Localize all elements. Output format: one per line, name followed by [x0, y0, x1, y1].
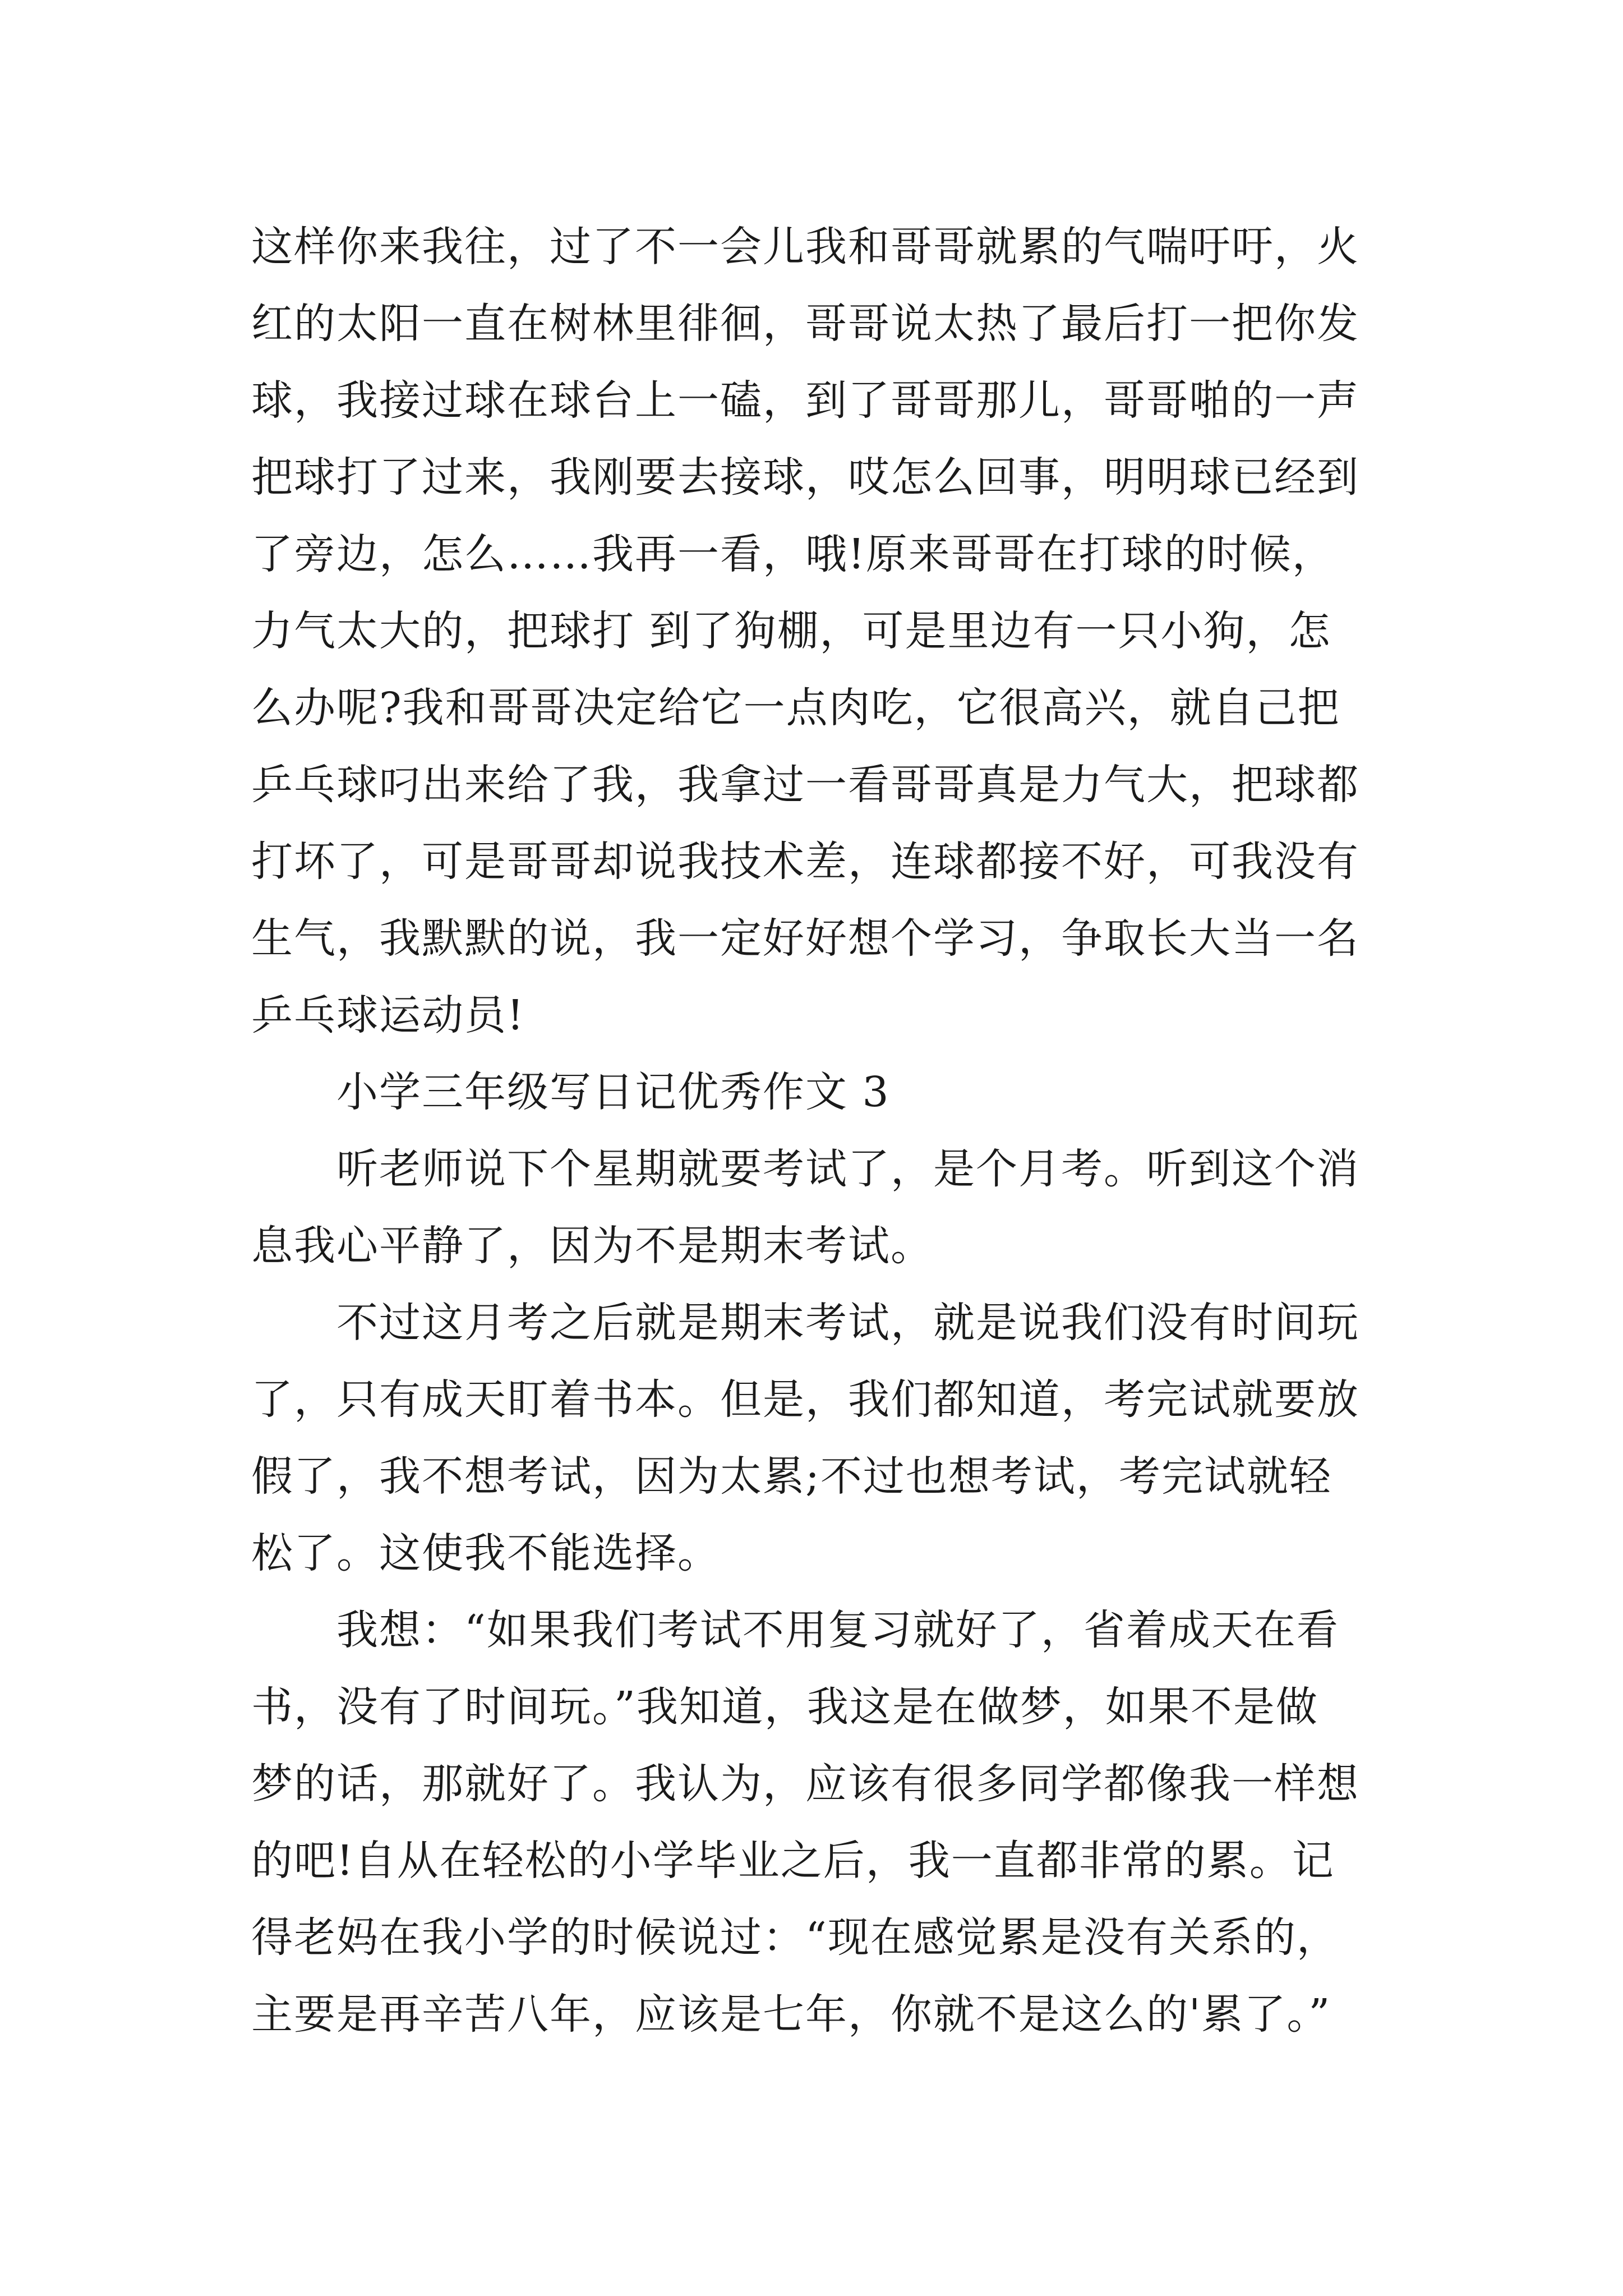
paragraph-start-line: 我想：“如果我们考试不用复习就好了，省着成天在看: [336, 1606, 1339, 1654]
text-line: 乒乓球运动员!: [251, 991, 525, 1039]
text-line: 么办呢?我和哥哥决定给它一点肉吃，它很高兴，就自己把: [251, 684, 1340, 732]
text-line: 松了。这使我不能选择。: [251, 1529, 720, 1577]
paragraph-start-line: 听老师说下个星期就要考试了，是个月考。听到这个消: [336, 1145, 1359, 1193]
section-heading: 小学三年级写日记优秀作文 3: [336, 1068, 890, 1116]
document-body: [251, 209, 1395, 2053]
text-line: 的吧!自从在轻松的小学毕业之后，我一直都非常的累。记: [251, 1837, 1335, 1885]
text-line: 乒乓球叼出来给了我，我拿过一看哥哥真是力气大，把球都: [251, 761, 1359, 809]
text-line: 梦的话，那就好了。我认为，应该有很多同学都像我一样想: [251, 1760, 1359, 1808]
text-line: 把球打了过来，我刚要去接球，哎怎么回事，明明球已经到: [251, 453, 1359, 501]
text-line: 打坏了，可是哥哥却说我技术差，连球都接不好，可我没有: [251, 838, 1359, 886]
text-line: 得老妈在我小学的时候说过：“现在感觉累是没有关系的，: [251, 1913, 1339, 1962]
text-line: 红的太阳一直在树林里徘徊，哥哥说太热了最后打一把你发: [251, 300, 1359, 348]
text-line: 生气，我默默的说，我一定好好想个学习，争取长大当一名: [251, 914, 1359, 963]
text-line: 了，只有成天盯着书本。但是，我们都知道，考完试就要放: [251, 1375, 1359, 1424]
text-line: 这样你来我往，过了不一会儿我和哥哥就累的气喘吁吁，火: [251, 223, 1359, 271]
paragraph-start-line: 不过这月考之后就是期末考试，就是说我们没有时间玩: [336, 1299, 1359, 1347]
text-line: 主要是再辛苦八年，应该是七年，你就不是这么的'累了。”: [251, 1990, 1331, 2039]
text-line: 书，没有了时间玩。”我知道，我这是在做梦，如果不是做: [251, 1683, 1318, 1731]
text-line: 力气太大的，把球打 到了狗棚，可是里边有一只小狗，怎: [251, 607, 1331, 655]
text-line: 假了，我不想考试，因为太累;不过也想考试，考完试就轻: [251, 1452, 1332, 1501]
text-line: 了旁边，怎么……我再一看，哦!原来哥哥在打球的时候，: [251, 530, 1335, 578]
text-line: 球，我接过球在球台上一磕，到了哥哥那儿，哥哥啪的一声: [251, 376, 1359, 425]
text-line: 息我心平静了，因为不是期末考试。: [251, 1222, 933, 1270]
